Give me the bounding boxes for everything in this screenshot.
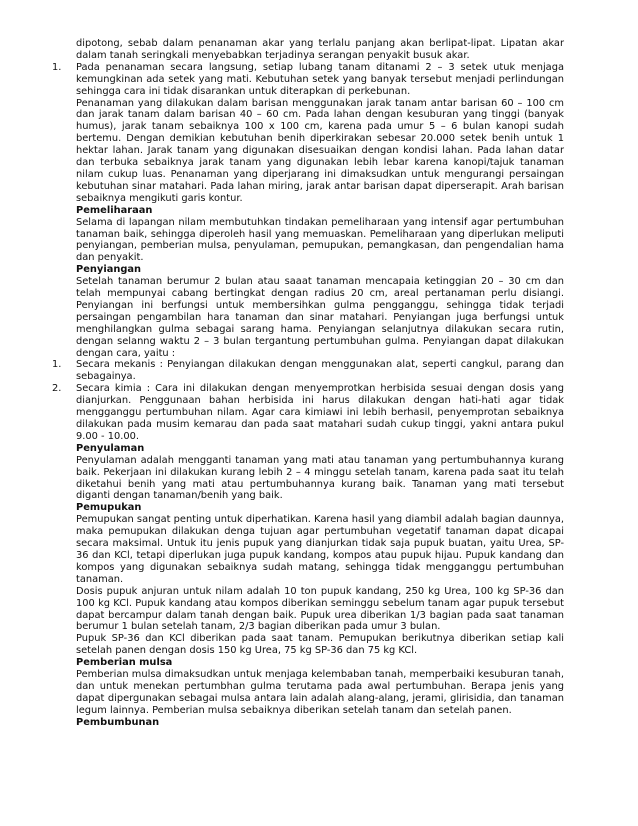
list-number: 1. [52,359,62,371]
weeding-list-item [52,359,564,383]
pemupukan-paragraph-3: Pupuk SP-36 dan KCl diberikan pada saat tanam. Pemupukan berikutnya diberikan setiap kali setelah panen dengan dosis 150 kg Urea, 75 kg SP-36 dan 75 kg KCl. [76,633,564,657]
heading-pemupukan: Pemupukan [76,502,142,514]
list-number: 2. [52,383,62,395]
pemupukan-paragraph-2: Dosis pupuk anjuran untuk nilam adalah 10 ton pupuk kandang, 250 kg Urea, 100 kg SP-36 dan 100 kg KCl. Pupuk kandang atau kompos diberikan seminggu sebelum tanam agar pupuk tersebut dapat bercampur dalam tanah dengan baik. Pupuk urea diberikan 1/3 bagian pada saat tanaman berumur 1 bulan setelah tanam, 2/3 bagian diberikan pada umur 3 bulan. [76,585,564,633]
mulsa-paragraph: Pemberian mulsa dimaksudkan untuk menjaga kelembaban tanah, memperbaiki kesuburan tanah, dan untuk menekan pertumbhan gulma terutama pada awal pertumbuhan. Berapa jenis yang dapat dipergunakan sebagai mulsa antara lain adalah alang-alang, jerami, glirisidia, dan tanaman legum lainnya. Pemberian mulsa sebaiknya diberikan setelah tanam dan setelah panen. [76,669,564,716]
heading-penyulaman: Penyulaman [76,442,145,454]
heading-pembumbunan: Pembumbunan [76,716,160,728]
heading-pemeliharaan: Pemeliharaan [76,204,153,216]
pemeliharaan-paragraph: Selama di lapangan nilam membutuhkan tindakan pemeliharaan yang intensif agar pertumbuhan tanaman baik, sehingga diperoleh hasil yang memuaskan. Pemeliharaan yang diperlukan meliputi penyiangan, pemberian mulsa, penyulaman, pemupukan, pemangkasan, dan pengendalian hama dan penyakit. [76,216,564,264]
pemupukan-paragraph-1: Pemupukan sangat penting untuk diperhatikan. Karena hasil yang diambil adalah bagian daunnya, maka pemupukan dilakukan denga tujuan agar pertumbuhan vegetatif tanaman dapat dicapai secara maksimal. Untuk itu jenis pupuk yang dianjurkan tidak saja pupuk buatan, yaitu Urea, SP-36 dan KCl, tetapi diperlukan juga pupuk kandang, kompos atau pupuk hijau. Pupuk kandang dan kompos yang digunakan sebaiknya sudah matang, sehingga tidak mengganggu pertumbuhan tanaman. [76,514,564,585]
penyulaman-paragraph: Penyulaman adalah mengganti tanaman yang mati atau tanaman yang pertumbuhannya kurang baik. Pekerjaan ini dilakukan kurang lebih 2 – 4 minggu setelah tanam, karena pada saat itu telah diketahui benih yang mati atau pertumbuhannya kurang baik. Tanaman yang mati tersebut diganti dengan tanaman/benih yang baik. [76,454,564,502]
planting-list-item [52,61,564,98]
spacing-paragraph: Penanaman yang dilakukan dalam barisan menggunakan jarak tanam antar barisan 60 – 100 cm dan jarak tanam dalam barisan 40 – 60 cm. Pada lahan dengan kesuburan yang tinggi (banyak humus), jarak tanam sebaiknya 100 x 100 cm, karena pada umur 5 – 6 bulan kanopi sudah bertemu. Dengan demikian kebutuhan benih diperkirakan sebesar 20.000 setek benih untuk 1 hektar lahan. Jarak tanam yang digunakan disesuaikan dengan kondisi lahan. Pada lahan datar dan terbuka sebaiknya jarak tanam yang digunakan lebih lebar karena kanopi/tajuk tanaman nilam cukup luas. Penanaman yang diperjarang ini dimaksudkan untuk mengurangi persaingan kebutuhan sinar matahari. Pada lahan miring, jarak antar barisan dapat diperserapit. Arah barisan sebaiknya mengikuti garis kontur. [76,97,564,204]
weeding-list-item [52,383,564,443]
list-item-text: Secara mekanis : Penyiangan dilakukan dengan menggunakan alat, seperti cangkul, parang dan sebagainya. [76,359,564,383]
penyiangan-paragraph: Setelah tanaman berumur 2 bulan atau saaat tanaman mencapaia ketinggian 20 – 30 cm dan telah mempunyai cabang bertingkat dengan radius 20 cm, areal pertanaman perlu disiangi. Penyiangan ini berfungsi untuk membersihkan gulma pengganggu, sehingga tidak terjadi persaingan pengambilan hara tanaman dan sinar matahari. Penyiangan juga berfungsi untuk menghilangkan gulma sebagai sarang hama. Penyiangan selanjutnya dilakukan secara rutin, dengan selanng waktu 2 – 3 bulan tergantung pertumbuhan gulma. Penyiangan dapat dilakukan dengan cara, yaitu : [76,276,564,359]
heading-penyiangan: Penyiangan [76,264,142,276]
heading-pemberian-mulsa: Pemberian mulsa [76,657,173,669]
document-page [52,38,564,729]
list-item-text: Secara kimia : Cara ini dilakukan dengan menyemprotkan herbisida sesuai dengan dosis yang dianjurkan. Penggunaan bahan herbisida ini harus dilakukan dengan hati-hati agar tidak mengganggu pertumbuhan nilam. Agar cara kimiawi ini lebih berhasil, penyemprotan sebaiknya dilakukan pada musim kemarau dan pada saat matahari sudah cukup tinggi, yakni antara pukul 9.00 - 10.00. [76,383,564,442]
list-number: 1. [52,61,62,73]
list-item-text: Pada penanaman secara langsung, setiap lubang tanam ditanami 2 – 3 setek utuk menjaga kemungkinan ada setek yang mati. Kebutuhan setek yang banyak tersebut menjadi perlindungan sehingga cara ini tidak disarankan untuk diterapkan di perkebunan. [76,61,564,97]
intro-paragraph: dipotong, sebab dalam penanaman akar yang terlalu panjang akan berlipat-lipat. Lipatan akar dalam tanah seringkali menyebabkan terjadinya serangan penyakit busuk akar. [76,38,564,61]
